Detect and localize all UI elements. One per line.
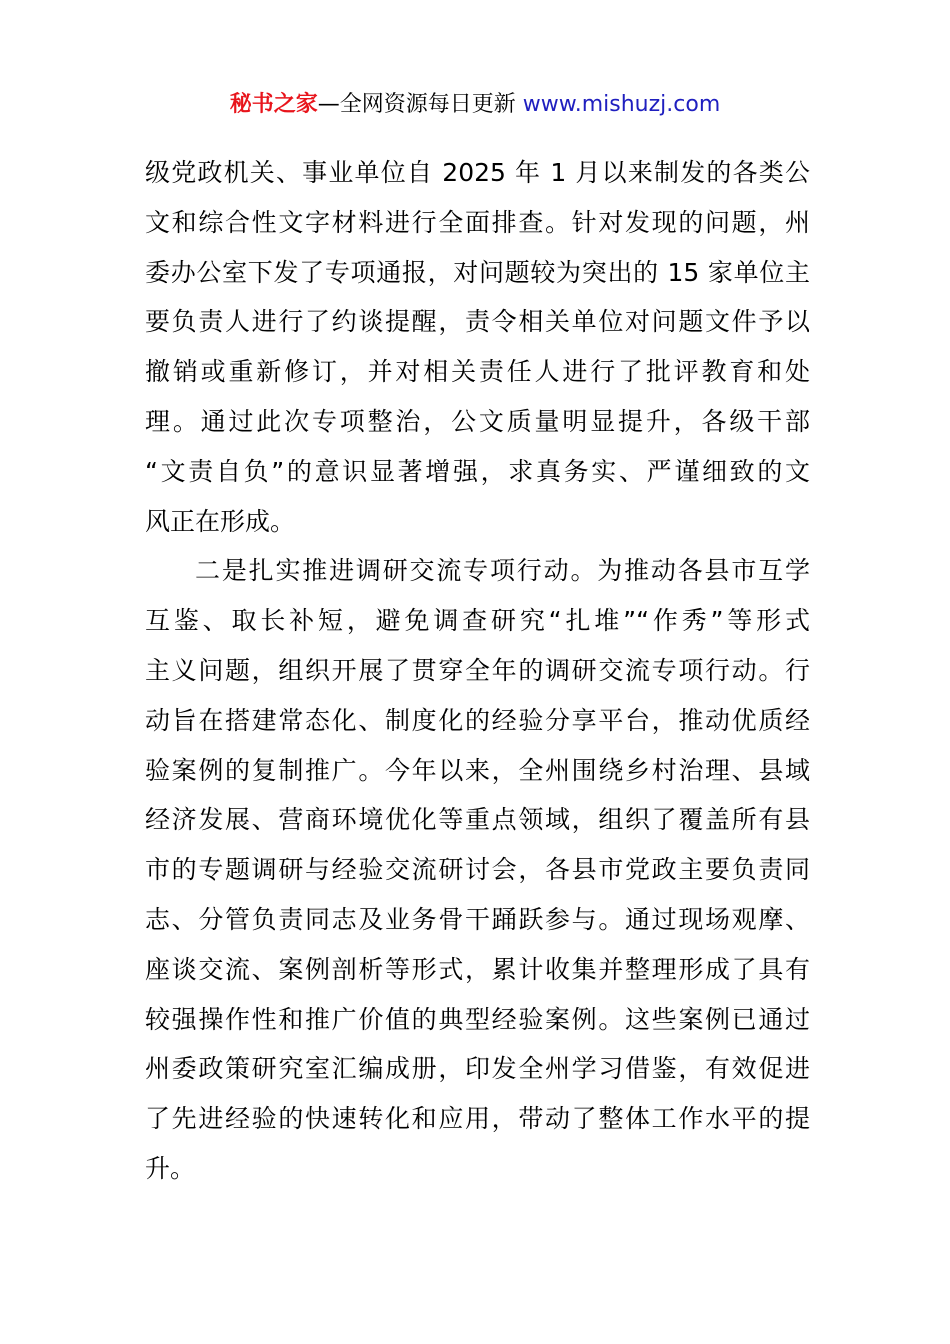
page-header <box>0 88 950 122</box>
paragraph-2 <box>145 546 810 1193</box>
paragraph-line: 理。通过此次专项整治，公文质量明显提升，各级干部 <box>145 406 810 436</box>
paragraph-line: 要负责人进行了约谈提醒，责令相关单位对问题文件予以 <box>145 307 810 337</box>
paragraph-line: 验案例的复制推广。今年以来，全州围绕乡村治理、县域 <box>145 755 810 785</box>
paragraph-line: 二是扎实推进调研交流专项行动。为推动各县市互学 <box>195 556 810 586</box>
header-tagline: —全网资源每日更新 <box>317 92 523 117</box>
paragraph-line: 委办公室下发了专项通报，对问题较为突出的 15 家单位主 <box>145 257 810 287</box>
paragraph-line: 州委政策研究室汇编成册，印发全州学习借鉴，有效促进 <box>145 1054 810 1084</box>
document-body <box>145 148 810 1194</box>
paragraph-line: 升。 <box>145 1153 196 1183</box>
paragraph-line: 主义问题，组织开展了贯穿全年的调研交流专项行动。行 <box>145 655 810 685</box>
paragraph-line: 互鉴、取长补短，避免调查研究“扎堆”“作秀”等形式 <box>145 606 810 636</box>
paragraph-line: 经济发展、营商环境优化等重点领域，组织了覆盖所有县 <box>145 805 810 835</box>
paragraph-line: “文责自负”的意识显著增强，求真务实、严谨细致的文 <box>145 456 810 486</box>
paragraph-line: 座谈交流、案例剖析等形式，累计收集并整理形成了具有 <box>145 954 810 984</box>
paragraph-line: 风正在形成。 <box>145 506 296 536</box>
paragraph-line: 市的专题调研与经验交流研讨会，各县市党政主要负责同 <box>145 855 810 885</box>
paragraph-line: 志、分管负责同志及业务骨干踊跃参与。通过现场观摩、 <box>145 904 810 934</box>
paragraph-line: 了先进经验的快速转化和应用，带动了整体工作水平的提 <box>145 1104 810 1134</box>
paragraph-line: 较强操作性和推广价值的典型经验案例。这些案例已通过 <box>145 1004 810 1034</box>
paragraph-line: 文和综合性文字材料进行全面排查。针对发现的问题，州 <box>145 207 810 237</box>
paragraph-1 <box>145 148 810 546</box>
paragraph-line: 级党政机关、事业单位自 2025 年 1 月以来制发的各类公 <box>145 158 810 187</box>
brand-name: 秘书之家 <box>229 92 318 117</box>
paragraph-line: 撤销或重新修订，并对相关责任人进行了批评教育和处 <box>145 357 810 387</box>
paragraph-line: 动旨在搭建常态化、制度化的经验分享平台，推动优质经 <box>145 705 810 735</box>
site-url[interactable]: www.mishuzj.com <box>522 92 721 117</box>
